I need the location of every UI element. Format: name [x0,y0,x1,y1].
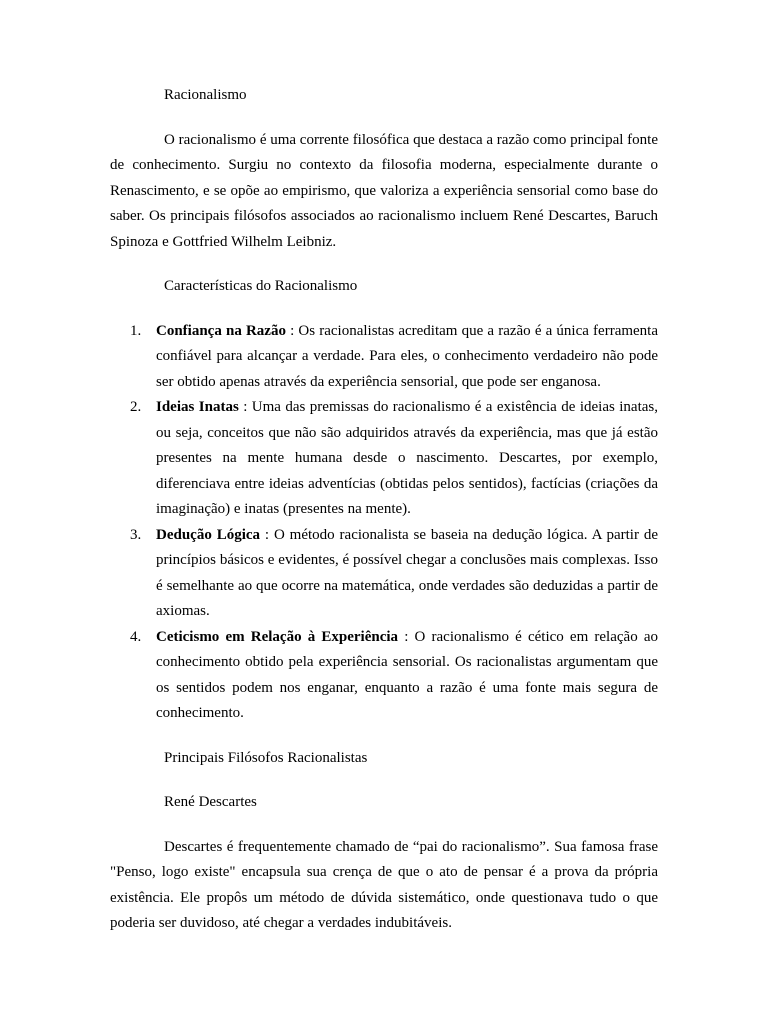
characteristics-list [110,319,658,727]
intro-paragraph: O racionalismo é uma corrente filosófica que destaca a razão como principal fonte de conhecimento. Surgiu no contexto da filosofia moderna, especialmente durante o Renascimento, e se opõe ao empirismo, que valoriza a experiência sensorial como base do saber. Os principais filósofos associados ao racionalismo incluem René Descartes, Baruch Spinoza e Gottfried Wilhelm Leibniz. [110,131,658,250]
list-item-term: Ceticismo em Relação à Experiência [156,628,399,645]
document-title: Racionalismo [164,87,247,103]
list-item-text: : Os racionalistas acreditam que a razão é a única ferramenta confiável para alcançar a verdade. Para eles, o conhecimento verdadeiro não pode ser obtido apenas através da experiência sensorial, que pode ser enganosa. [156,322,658,390]
subsection-heading-descartes: René Descartes [164,794,257,810]
list-item-term: Ideias Inatas [156,399,239,415]
descartes-paragraph: Descartes é frequentemente chamado de “pai do racionalismo”. Sua famosa frase "Penso, logo existe" encapsula sua crença de que o ato de pensar é a prova da própria existência. Ele propôs um método de dúvida sistemático, onde questionava tudo o que poderia ser duvidoso, até chegar a verdades indubitáveis. [110,838,658,931]
list-item-term: Dedução Lógica [156,526,261,543]
section-heading-characteristics: Características do Racionalismo [164,278,358,294]
list-number: 3. [130,526,142,543]
list-item-text: : Uma das premissas do racionalismo é a existência de ideias inatas, ou seja, conceitos que não são adquiridos através da experiência, mas que já estão presentes na mente humana desde o nascimento. Descartes, por exemplo, diferenciava entre ideias adventícias (obtidas pelos sentidos), factícias (criações da imaginação) e inatas (presentes na mente). [156,399,658,517]
list-item [110,395,658,523]
list-item [110,523,658,625]
list-item-text: : O racionalismo é cético em relação ao conhecimento obtido pela experiência sensorial. Os racionalistas argumentam que os sentidos podem nos enganar, enquanto a razão é uma fonte mais segura de conhecimento. [156,628,659,721]
list-number: 4. [130,628,142,645]
section-heading-philosophers: Principais Filósofos Racionalistas [164,749,368,766]
list-item [110,625,658,727]
list-item [110,319,658,396]
list-item-text: : O método racionalista se baseia na dedução lógica. A partir de princípios básicos e evidentes, é possível chegar a conclusões mais complexas. Isso é semelhante ao que ocorre na matemática, onde verdades são deduzidas a partir de axiomas. [156,526,658,619]
list-number: 1. [130,322,142,339]
list-number: 2. [130,399,142,415]
list-item-term: Confiança na Razão [156,322,286,339]
